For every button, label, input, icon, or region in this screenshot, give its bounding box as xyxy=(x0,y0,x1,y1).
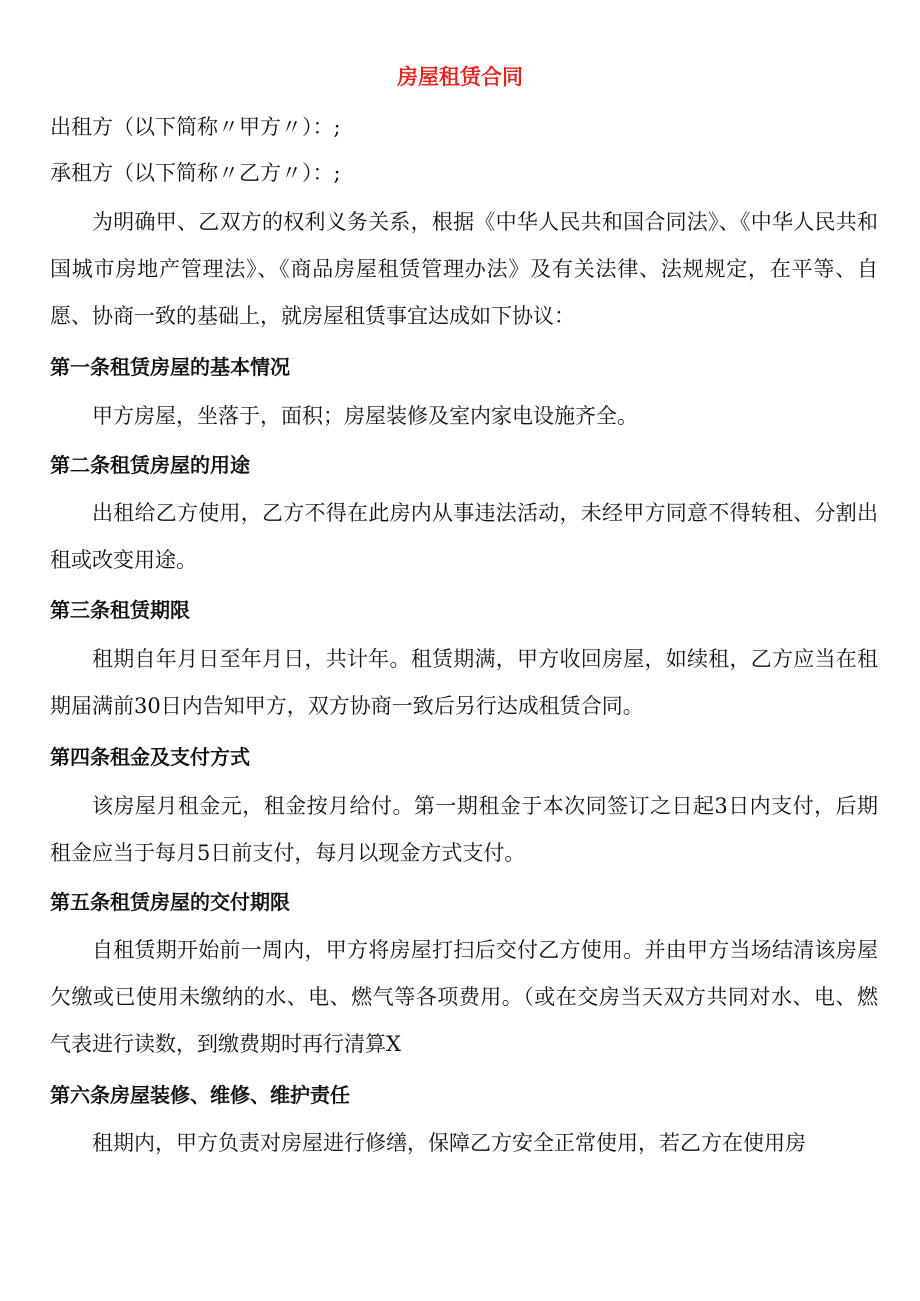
article-3-body: 租期自年月日至年月日，共计年。租赁期满，甲方收回房屋，如续租，乙方应当在租期届满前30日内告知甲方，双方协商一致后另行达成租赁合同。 xyxy=(50,647,878,718)
article-1-heading: 第一条租赁房屋的基本情况 xyxy=(50,355,290,379)
article-2-body: 出租给乙方使用，乙方不得在此房内从事违法活动，未经甲方同意不得转租、分割出租或改变用途。 xyxy=(50,501,878,572)
article-3-heading: 第三条租赁期限 xyxy=(50,598,190,622)
article-1-body: 甲方房屋，坐落于，面积；房屋装修及室内家电设施齐全。 xyxy=(92,404,638,428)
article-2-heading: 第二条租赁房屋的用途 xyxy=(50,453,250,477)
document-title: 房屋租赁合同 xyxy=(397,65,523,89)
article-5-heading: 第五条租赁房屋的交付期限 xyxy=(50,890,290,914)
article-5-body: 自租赁期开始前一周内，甲方将房屋打扫后交付乙方使用。并由甲方当场结清该房屋欠缴或已使用未缴纳的水、电、燃气等各项费用。（或在交房当天双方共同对水、电、燃气表进行读数，到缴费期时再行清算X xyxy=(50,938,878,1056)
article-6-body: 租期内，甲方负责对房屋进行修缮，保障乙方安全正常使用，若乙方在使用房 xyxy=(92,1131,806,1155)
lessor-line: 出租方（以下简称〃甲方〃）：; xyxy=(50,115,341,139)
lessee-line: 承租方（以下简称〃乙方〃）：; xyxy=(50,161,341,185)
article-4-heading: 第四条租金及支付方式 xyxy=(50,745,250,769)
article-6-heading: 第六条房屋装修、维修、维护责任 xyxy=(50,1083,350,1107)
preamble-paragraph: 为明确甲、乙双方的权利义务关系，根据《中华人民共和国合同法》、《中华人民共和国城市房地产管理法》、《商品房屋租赁管理办法》及有关法律、法规规定，在平等、自愿、协商一致的基础上，就房屋租赁事宜达成如下协议： xyxy=(50,210,878,328)
article-4-body: 该房屋月租金元，租金按月给付。第一期租金于本次同签订之日起3日内支付，后期租金应当于每月5日前支付，每月以现金方式支付。 xyxy=(50,794,878,865)
